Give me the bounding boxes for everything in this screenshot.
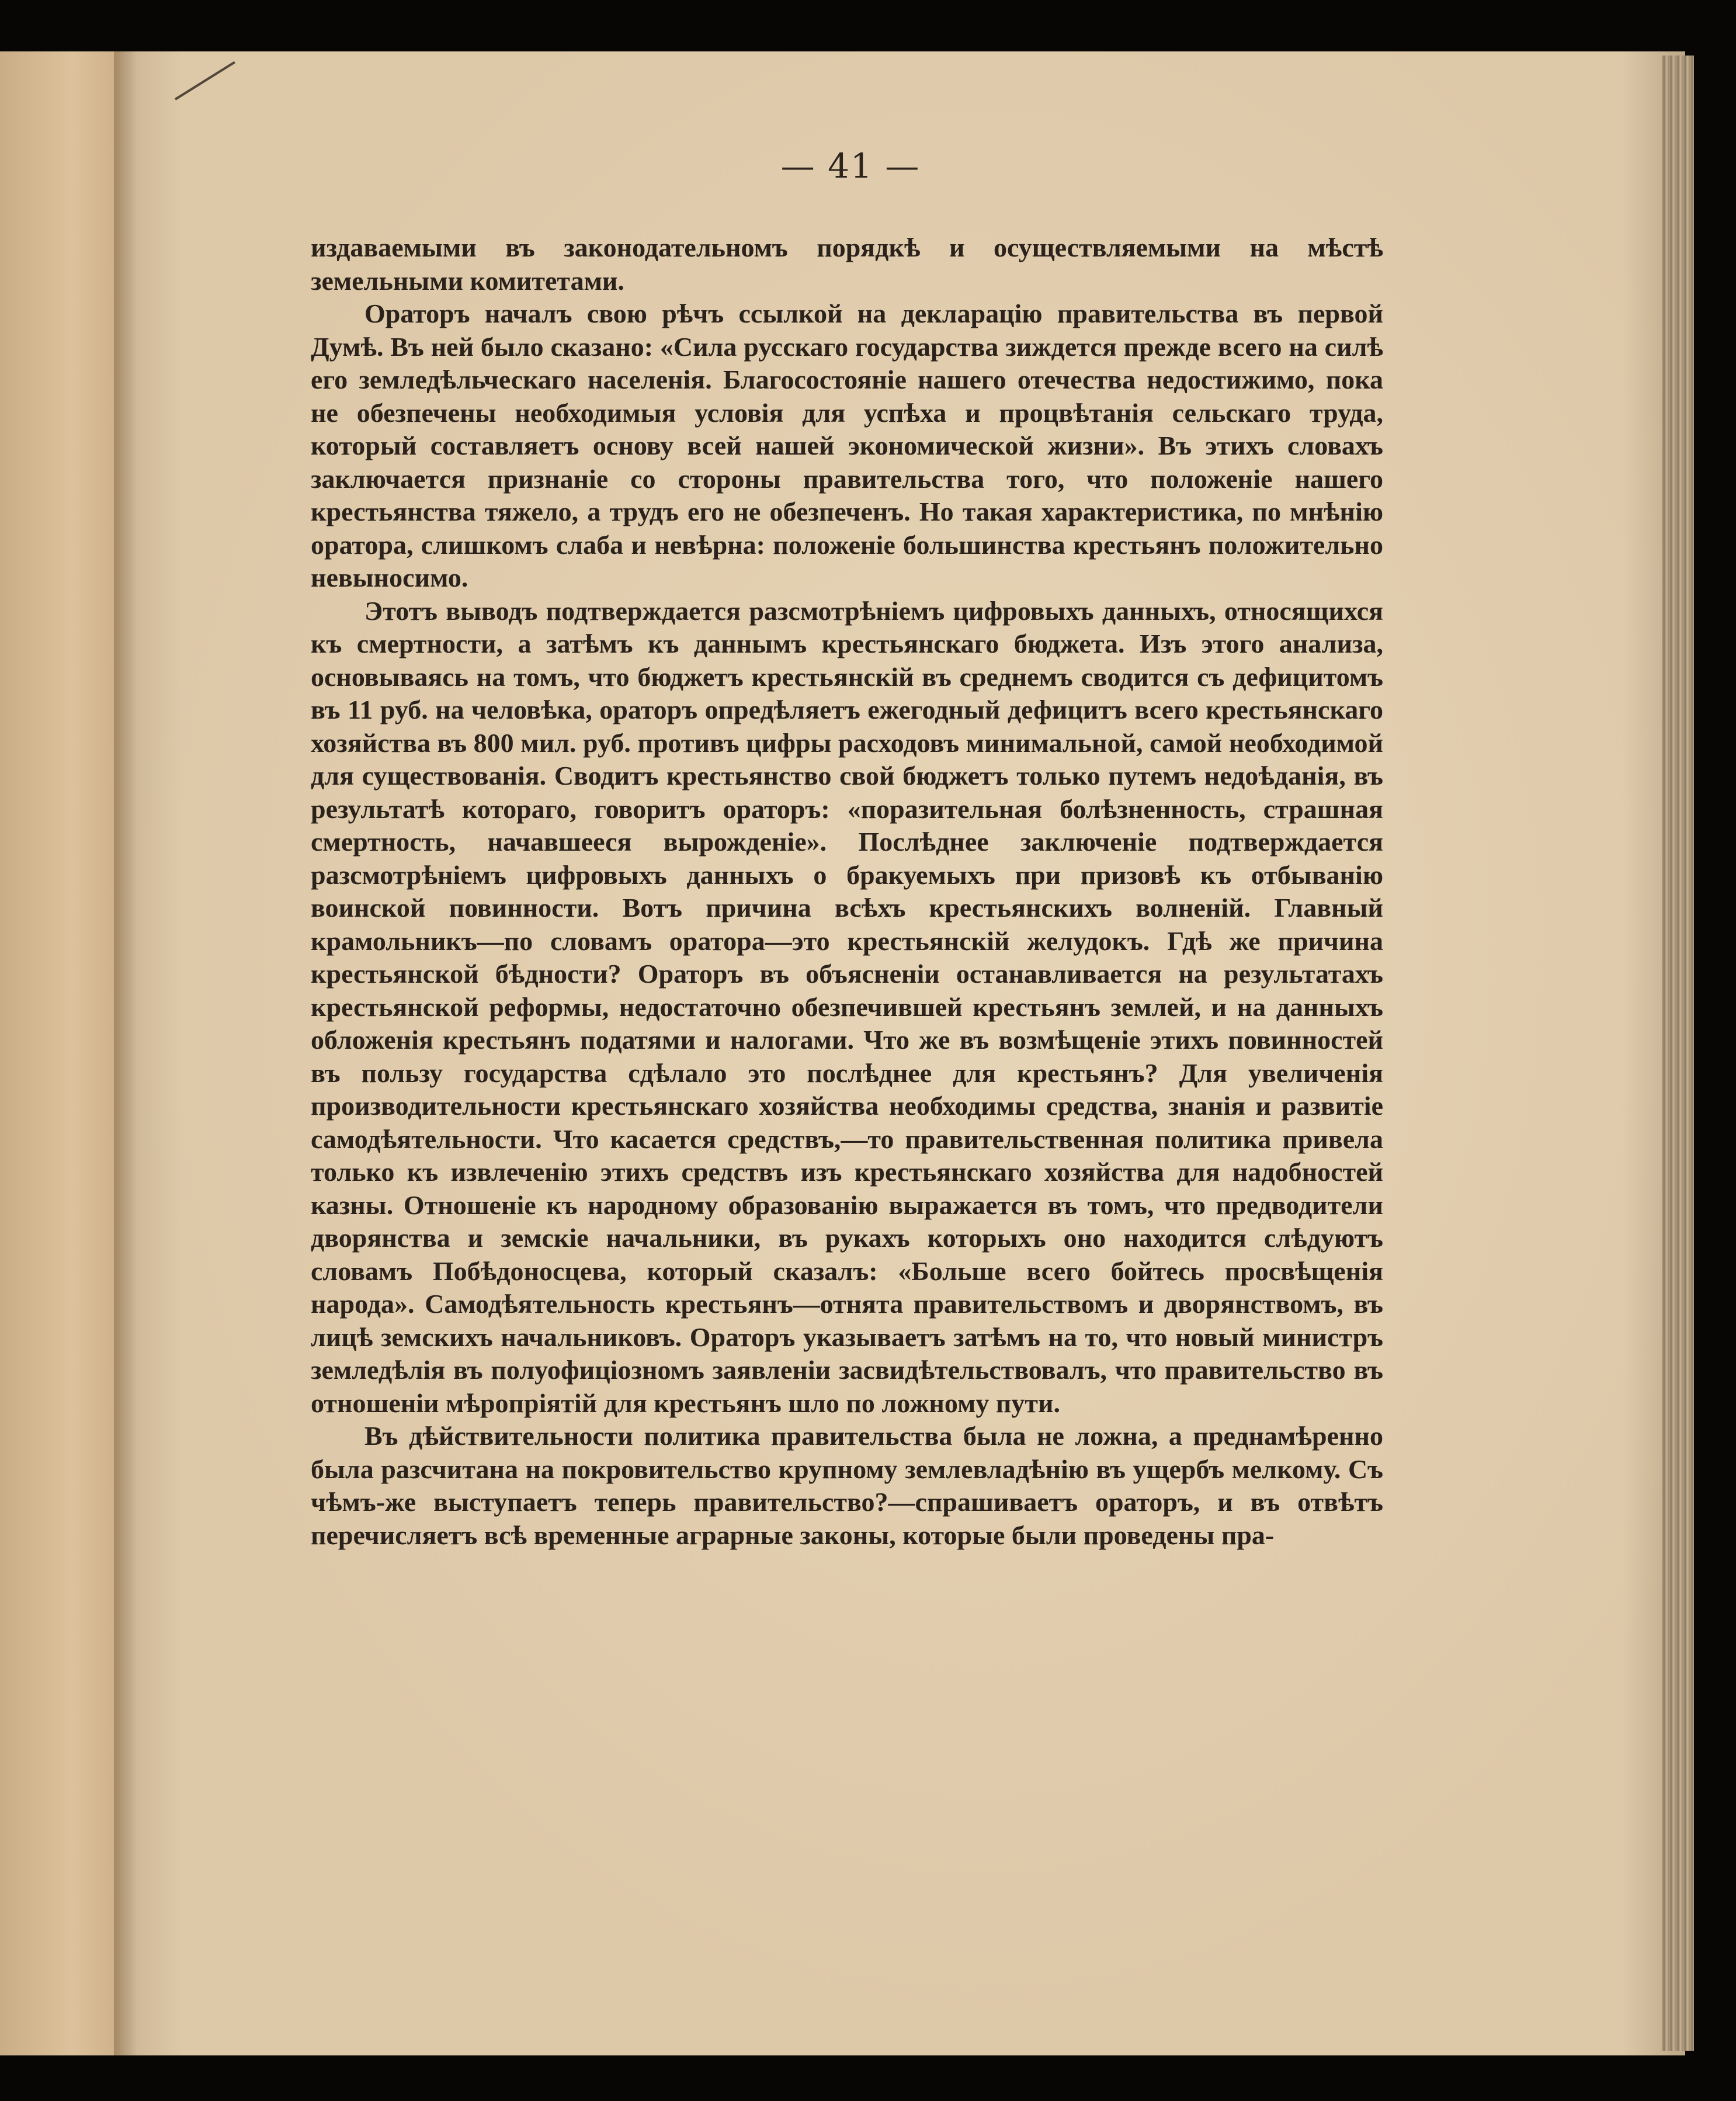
- body-text: [311, 231, 1383, 1552]
- page-number: — 41 —: [780, 146, 921, 186]
- paragraph-continuation: издаваемыми въ законодательномъ порядкѣ и осуществляемыми на мѣстѣ земельными комитетами.: [311, 233, 1383, 296]
- page-stack-edges: [1662, 56, 1694, 2051]
- paragraph: Ораторъ началъ свою рѣчъ ссылкой на декларацію правительства въ первой Думѣ. Въ ней было сказано: «Сила русскаго государства зиждется прежде всего на силѣ его земледѣльческаго населенія. Благосостояніе нашего отечества недостижимо, пока не обезпечены необходимыя условія для успѣха и процвѣтанія сельскаго труда, который составляетъ основу всей нашей экономической жизни». Въ этихъ словахъ заключается признаніе со стороны правительства того, что положеніе нашего крестьянства тяжело, а трудъ его не обезпеченъ. Но такая характеристика, по мнѣнію оратора, слишкомъ слаба и невѣрна: положеніе большинства крестьянъ положительно невыносимо.: [311, 299, 1383, 592]
- gutter-shadow: [114, 51, 137, 2055]
- paragraph: Этотъ выводъ подтверждается разсмотрѣніемъ цифровыхъ данныхъ, относящихся къ смертности, а затѣмъ къ даннымъ крестьянскаго бюджета. Изъ этого анализа, основываясь на томъ, что бюджетъ крестьянскій въ среднемъ сводится съ дефицитомъ въ 11 руб. на человѣка, ораторъ опредѣляетъ ежегодный дефицитъ всего крестьянскаго хозяйства въ 800 мил. руб. противъ цифры расходовъ минимальной, самой необходимой для существованія. Сводитъ крестьянство свой бюджетъ только путемъ недоѣданія, въ результатѣ котораго, говоритъ ораторъ: «поразительная болѣзненность, страшная смертность, начавшееся вырожденіе». Послѣднее заключеніе подтверждается разсмотрѣніемъ цифровыхъ данныхъ о бракуемыхъ при призовѣ къ отбыванію воинской повинности. Вотъ причина всѣхъ крестьянскихъ волненій. Главный крамольникъ—по словамъ оратора—это крестьянскій желудокъ. Гдѣ же причина крестьянской бѣдности? Ораторъ въ объясненіи останавливается на результатахъ крестьянской реформы, недостаточно обезпечившей крестьянъ землей, и на данныхъ обложенія крестьянъ податями и налогами. Что же въ возмѣщеніе этихъ повинностей въ пользу государства сдѣлало это послѣднее для крестьянъ? Для увеличенія производительности крестьянскаго хозяйства необходимы средства, знанія и развитіе самодѣятельности. Что касается средствъ,—то правительственная политика привела только къ извлеченію этихъ средствъ изъ крестьянскаго хозяйства для надобностей казны. Отношеніе къ народному образованію выражается въ томъ, что предводители дворянства и земскіе начальники, въ рукахъ которыхъ оно находится слѣдуютъ словамъ Побѣдоносцева, который сказалъ: «Больше всего бойтесь просвѣщенія народа». Самодѣятельность крестьянъ—отнята правительствомъ и дворянствомъ, въ лицѣ земскихъ начальниковъ. Ораторъ указываетъ затѣмъ на то, что новый министръ земледѣлія въ полуофиціозномъ заявленіи засвидѣтельствовалъ, что правительство въ отношеніи мѣропріятій для крестьянъ шло по ложному пути.: [311, 595, 1383, 1418]
- paragraph: Въ дѣйствительности политика правительства была не ложна, а преднамѣренно была разсчитана на покровительство крупному землевладѣнію въ ущербъ мелкому. Съ чѣмъ-же выступаетъ теперь правительство?—спрашиваетъ ораторъ, и въ отвѣтъ перечисляетъ всѣ временные аграрные законы, которые были проведены пра-: [311, 1421, 1383, 1550]
- facing-page-edge: [0, 51, 120, 2055]
